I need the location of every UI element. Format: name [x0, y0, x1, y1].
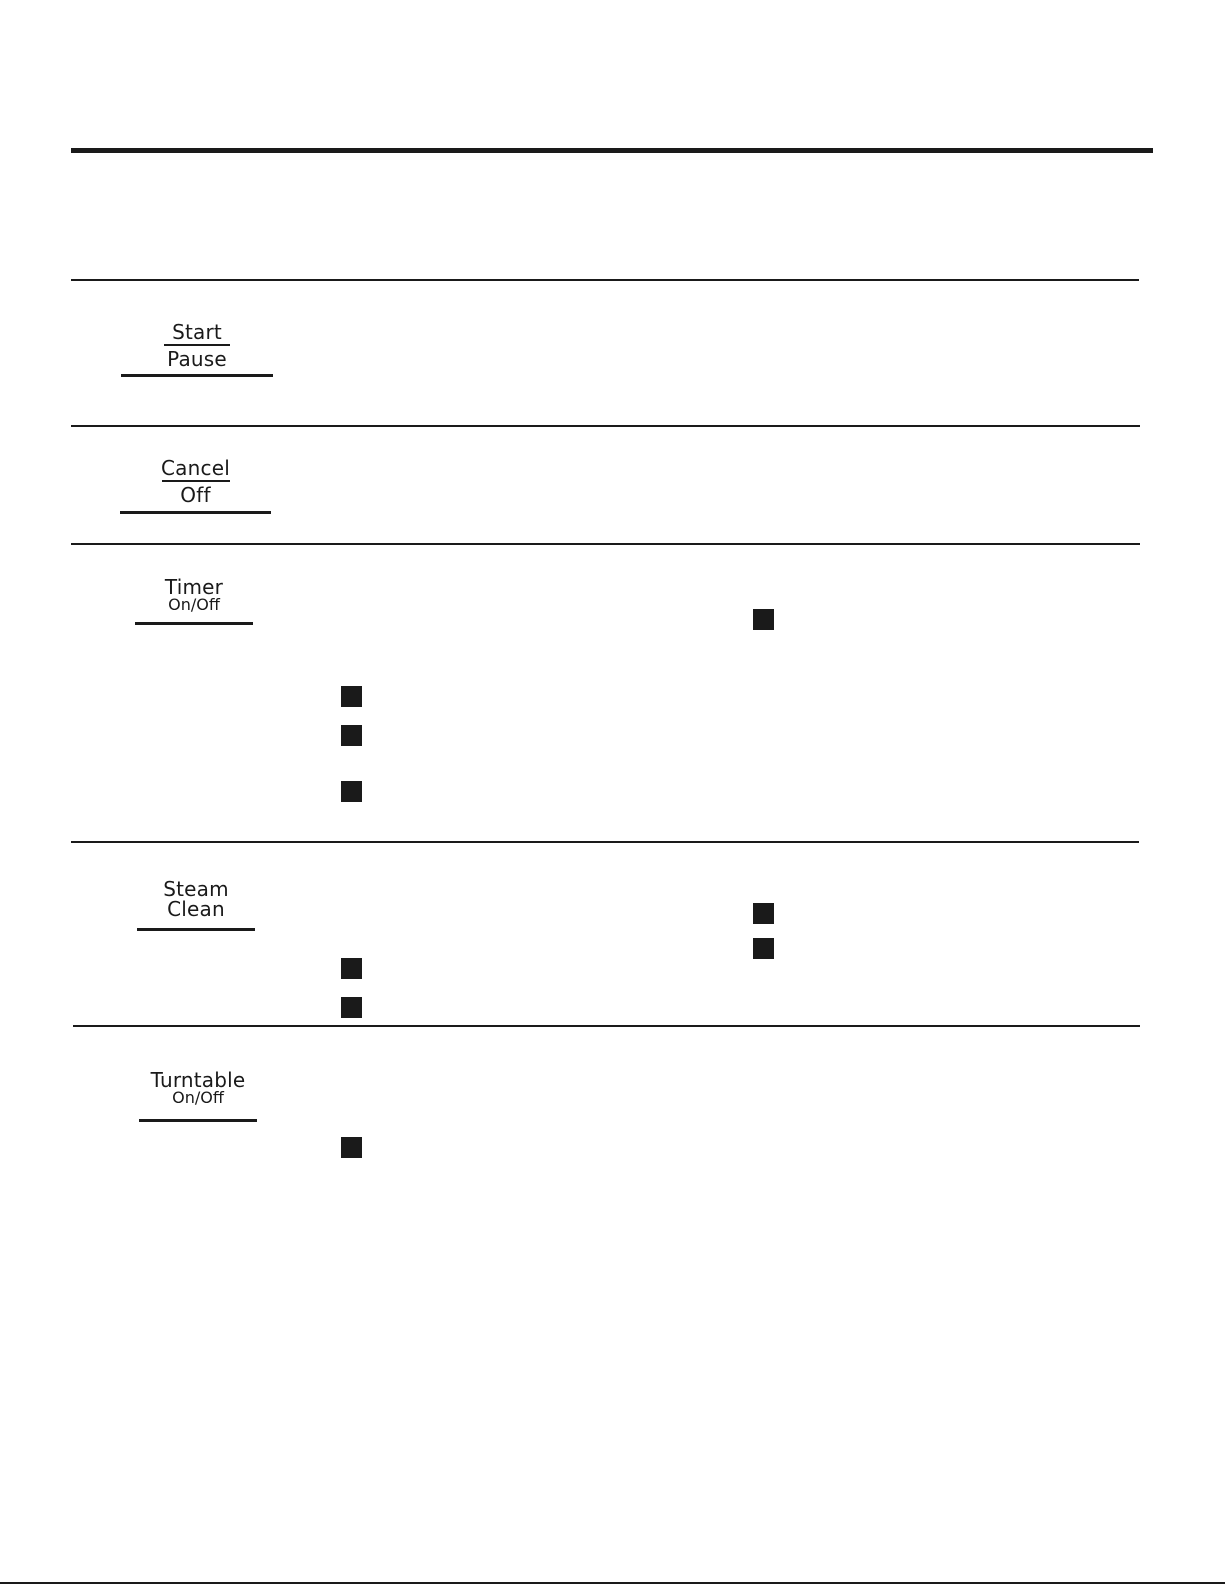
start-pause-key: [121, 322, 273, 377]
cancel-label: Cancel: [161, 456, 230, 480]
section-divider: [71, 425, 1140, 427]
key-underline: [135, 622, 253, 625]
off-label: Off: [180, 483, 211, 507]
bullet-square: [341, 1137, 362, 1158]
bullet-square: [341, 997, 362, 1018]
section-divider: [71, 543, 1140, 545]
timer-on-off-label: On/Off: [168, 595, 220, 614]
key-underline: [137, 928, 255, 931]
bullet-square: [341, 958, 362, 979]
page-bottom-rule: [0, 1582, 1225, 1584]
cancel-off-key: [120, 458, 271, 514]
turntable-on-off-label: On/Off: [172, 1088, 224, 1107]
section-divider: [71, 279, 1139, 281]
timer-label: Timer: [164, 575, 224, 599]
key-underline: [139, 1119, 257, 1122]
steam-label: Steam: [163, 877, 229, 901]
section-divider: [73, 1025, 1140, 1027]
steam-clean-key: [137, 879, 255, 931]
clean-label: Clean: [167, 897, 225, 921]
bullet-square: [341, 686, 362, 707]
bullet-square: [341, 725, 362, 746]
timer-key: [135, 577, 253, 625]
turntable-label: Turntable: [150, 1068, 246, 1092]
header-rule: [71, 148, 1153, 153]
bullet-square: [753, 609, 774, 630]
bullet-square: [753, 903, 774, 924]
pause-label: Pause: [167, 347, 227, 371]
key-underline: [120, 511, 271, 514]
bullet-square: [753, 938, 774, 959]
section-divider: [71, 841, 1139, 843]
start-label: Start: [172, 320, 222, 344]
key-underline: [121, 374, 273, 377]
bullet-square: [341, 781, 362, 802]
turntable-key: [139, 1070, 257, 1122]
